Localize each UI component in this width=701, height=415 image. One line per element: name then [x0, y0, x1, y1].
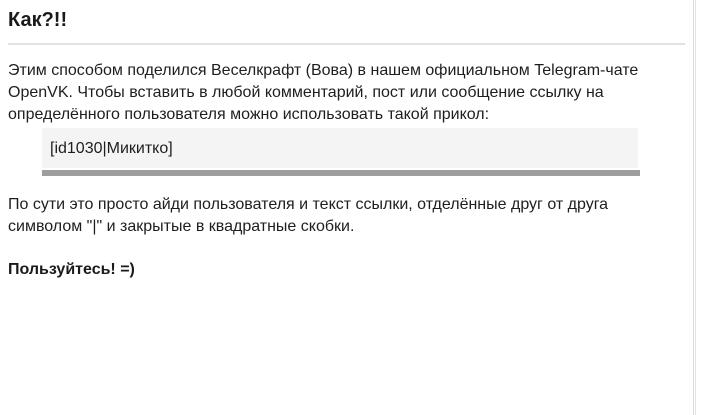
intro-line-2: OpenVK. Чтобы вставить в любой комментарий, пост или сообщение ссылку на	[8, 84, 604, 101]
page-title: Как?!!	[8, 9, 68, 31]
explanation-line-2: символом "|" и закрытые в квадратные скобки.	[8, 218, 355, 235]
closing-text: Пользуйтесь! =)	[8, 261, 135, 278]
code-snippet-text: [id1030|Микитко]	[50, 140, 173, 157]
content-right-border	[693, 0, 694, 415]
intro-paragraph	[8, 60, 685, 126]
heading-divider	[8, 43, 685, 45]
explanation-paragraph	[8, 194, 685, 238]
intro-line-1: Этим способом поделился Веселкрафт (Вова) в нашем официальном Telegram-чате	[8, 62, 639, 79]
page-right-border	[695, 0, 696, 415]
code-horizontal-scrollbar[interactable]	[42, 170, 640, 176]
explanation-line-1: По сути это просто айди пользователя и текст ссылки, отделённые друг от друга	[8, 196, 609, 213]
intro-line-3: определённого пользователя можно использовать такой прикол:	[8, 106, 490, 123]
code-block[interactable]	[42, 128, 638, 168]
